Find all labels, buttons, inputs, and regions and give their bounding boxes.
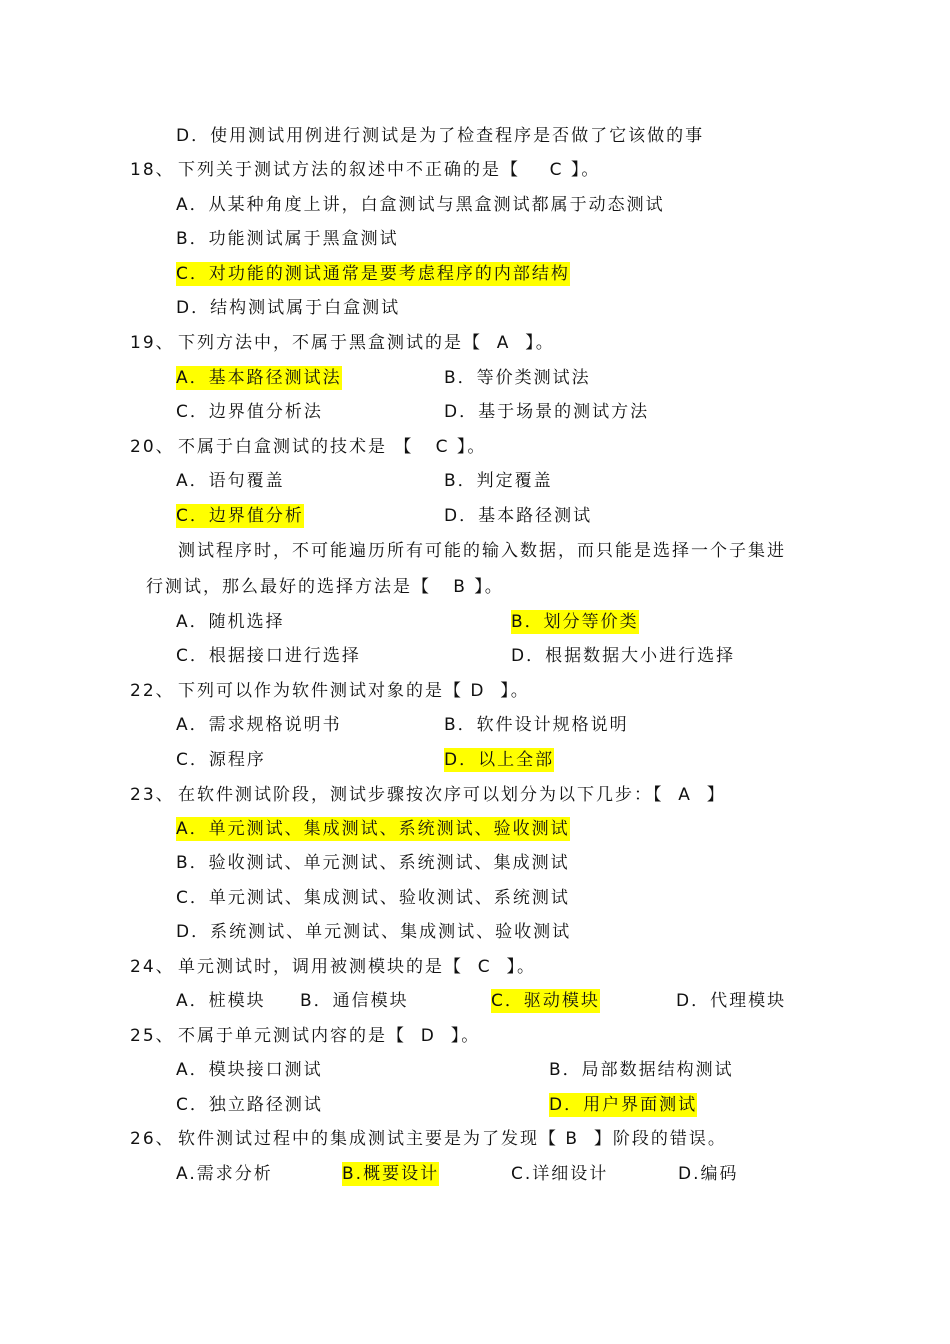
text-segment: 测试程序时，不可能遍历所有可能的输入数据，而只能是选择一个子集进	[178, 541, 786, 561]
highlighted-answer: B．划分等价类	[511, 612, 639, 632]
text-line	[0, 296, 950, 326]
text-segment: B．验收测试、单元测试、系统测试、集成测试	[176, 853, 570, 873]
text-segment: A.需求分析	[176, 1164, 273, 1184]
text-line	[0, 783, 950, 813]
highlighted-answer: C．驱动模块	[491, 991, 600, 1011]
text-line	[0, 504, 950, 534]
text-line	[0, 193, 950, 223]
text-line	[0, 886, 950, 916]
text-segment: D．系统测试、单元测试、集成测试、验收测试	[176, 922, 572, 942]
text-segment: B．通信模块	[300, 991, 409, 1011]
text-segment: B．等价类测试法	[444, 368, 591, 388]
text-segment: 软件测试过程中的集成测试主要是为了发现【 B 】阶段的错误。	[178, 1129, 727, 1149]
text-segment: C．独立路径测试	[176, 1095, 323, 1115]
text-line	[0, 124, 950, 154]
text-segment: B．软件设计规格说明	[444, 715, 629, 735]
text-segment: B．功能测试属于黑盒测试	[176, 229, 399, 249]
text-segment: 行测试，那么最好的选择方法是【 B 】。	[146, 577, 504, 597]
text-segment: A．随机选择	[176, 612, 285, 632]
text-line	[0, 435, 950, 465]
text-line	[0, 1127, 950, 1157]
question-number: 18、	[130, 160, 175, 180]
question-number: 22、	[130, 681, 175, 701]
text-segment: A．从某种角度上讲，白盒测试与黑盒测试都属于动态测试	[176, 195, 665, 215]
highlighted-answer: C．边界值分析	[176, 506, 304, 526]
text-line	[0, 817, 950, 847]
text-segment: D．基于场景的测试方法	[444, 402, 650, 422]
text-line	[0, 331, 950, 361]
text-line	[0, 610, 950, 640]
highlighted-answer: A．基本路径测试法	[176, 368, 342, 388]
text-line	[0, 469, 950, 499]
text-line	[0, 158, 950, 188]
text-segment: 下列方法中，不属于黑盒测试的是【 A 】。	[178, 333, 555, 353]
question-number: 23、	[130, 785, 175, 805]
text-segment: D．结构测试属于白盒测试	[176, 298, 401, 318]
text-segment: A．需求规格说明书	[176, 715, 342, 735]
question-number: 19、	[130, 333, 175, 353]
highlighted-answer: A．单元测试、集成测试、系统测试、验收测试	[176, 819, 570, 839]
text-segment: D．基本路径测试	[444, 506, 593, 526]
text-line	[0, 851, 950, 881]
text-segment: 下列可以作为软件测试对象的是【 D 】。	[178, 681, 530, 701]
question-number: 25、	[130, 1026, 175, 1046]
text-segment: A．模块接口测试	[176, 1060, 323, 1080]
text-line	[0, 539, 950, 569]
highlighted-answer: C．对功能的测试通常是要考虑程序的内部结构	[176, 264, 570, 284]
question-number: 24、	[130, 957, 175, 977]
text-segment: B．局部数据结构测试	[549, 1060, 734, 1080]
text-line	[0, 679, 950, 709]
text-segment: C．源程序	[176, 750, 266, 770]
text-line	[0, 1058, 950, 1088]
text-line	[0, 366, 950, 396]
text-line	[0, 1162, 950, 1192]
text-segment: D．根据数据大小进行选择	[511, 646, 736, 666]
text-segment: 在软件测试阶段，测试步骤按次序可以划分为以下几步：【 A 】	[178, 785, 726, 805]
text-line	[0, 1093, 950, 1123]
text-line	[0, 262, 950, 292]
text-segment: C.详细设计	[511, 1164, 609, 1184]
highlighted-answer: B.概要设计	[342, 1164, 440, 1184]
question-number: 26、	[130, 1129, 175, 1149]
text-segment: A．桩模块	[176, 991, 266, 1011]
text-line	[0, 1024, 950, 1054]
text-line	[0, 400, 950, 430]
text-line	[0, 227, 950, 257]
question-number: 20、	[130, 437, 175, 457]
text-segment: C．边界值分析法	[176, 402, 323, 422]
highlighted-answer: D．用户界面测试	[549, 1095, 698, 1115]
text-segment: C．单元测试、集成测试、验收测试、系统测试	[176, 888, 570, 908]
text-line	[0, 955, 950, 985]
text-segment: D．代理模块	[676, 991, 787, 1011]
text-segment: 单元测试时，调用被测模块的是【 C 】。	[178, 957, 536, 977]
text-line	[0, 644, 950, 674]
text-line	[0, 920, 950, 950]
text-segment: A．语句覆盖	[176, 471, 285, 491]
text-line	[0, 989, 950, 1019]
highlighted-answer: D．以上全部	[444, 750, 555, 770]
text-line	[0, 575, 950, 605]
text-segment: 不属于单元测试内容的是【 D 】。	[178, 1026, 481, 1046]
text-segment: 下列关于测试方法的叙述中不正确的是【 C 】。	[178, 160, 601, 180]
text-line	[0, 713, 950, 743]
text-segment: D．使用测试用例进行测试是为了检查程序是否做了它该做的事	[176, 126, 705, 146]
text-segment: C．根据接口进行选择	[176, 646, 361, 666]
text-line	[0, 748, 950, 778]
text-segment: B．判定覆盖	[444, 471, 553, 491]
text-segment: D.编码	[678, 1164, 739, 1184]
text-segment: 不属于白盒测试的技术是 【 C 】。	[178, 437, 487, 457]
